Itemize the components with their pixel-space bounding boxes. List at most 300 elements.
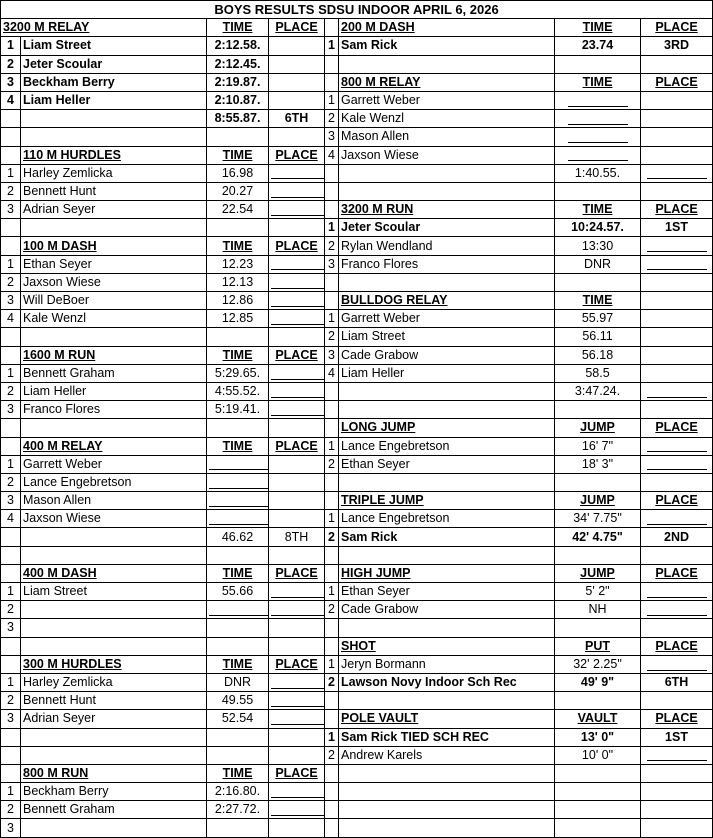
athlete-name: Sam Rick	[339, 37, 555, 55]
blank-line	[269, 292, 325, 310]
place-number: 1	[325, 583, 339, 601]
athlete-name	[339, 819, 555, 837]
result-value: 4:55.52.	[207, 382, 269, 400]
athlete-name: Cade Grabow	[339, 601, 555, 619]
sheet-row	[1, 164, 713, 182]
athlete-name	[339, 801, 555, 819]
blank-underline	[271, 204, 325, 216]
column-header: TIME	[207, 19, 269, 37]
athlete-name	[339, 546, 555, 564]
blank-underline	[271, 786, 325, 798]
column-header: PLACE	[269, 764, 325, 782]
athlete-name: Jaxson Wiese	[339, 146, 555, 164]
athlete-name	[555, 619, 641, 637]
place-number	[325, 764, 339, 782]
place-number: 1	[325, 310, 339, 328]
place-number: 4	[1, 91, 21, 109]
place-number	[325, 201, 339, 219]
athlete-name: Rylan Wendland	[339, 237, 555, 255]
blank-line	[641, 437, 713, 455]
athlete-name	[21, 637, 207, 655]
place-number	[325, 273, 339, 291]
sheet-row	[1, 801, 713, 819]
result-value: 10' 0"	[555, 746, 641, 764]
athlete-name	[555, 182, 641, 200]
result-value: 49.55	[207, 692, 269, 710]
athlete-name	[269, 510, 325, 528]
event-header: SHOT	[339, 637, 555, 655]
athlete-name	[339, 783, 555, 801]
sheet-row	[1, 510, 713, 528]
place-number	[325, 801, 339, 819]
blank-underline	[271, 186, 325, 198]
athlete-name: Jeter Scoular	[21, 55, 207, 73]
result-value: 58.5	[555, 364, 641, 382]
sheet-row	[1, 783, 713, 801]
sheet-row	[1, 528, 713, 546]
blank-underline	[209, 495, 269, 507]
column-header: JUMP	[555, 419, 641, 437]
place-number	[325, 382, 339, 400]
result-value: 13' 0"	[555, 728, 641, 746]
blank-line	[269, 273, 325, 291]
result-value: 2:12.58.	[207, 37, 269, 55]
athlete-name	[339, 619, 555, 637]
athlete-name: Garrett Weber	[21, 455, 207, 473]
column-header: TIME	[555, 292, 641, 310]
blank-underline	[647, 604, 707, 616]
blank-line	[641, 382, 713, 400]
column-header: TIME	[207, 764, 269, 782]
blank-line	[269, 801, 325, 819]
blank-underline	[209, 513, 269, 525]
result-value: 32' 2.25"	[555, 655, 641, 673]
athlete-name	[269, 637, 325, 655]
place-number	[1, 637, 21, 655]
column-header: JUMP	[555, 564, 641, 582]
result-value: 2:12.45.	[207, 55, 269, 73]
place-number: 3	[325, 255, 339, 273]
blank-underline	[271, 695, 325, 707]
athlete-name: Jaxson Wiese	[21, 510, 207, 528]
blank-line	[207, 492, 269, 510]
place-number: 2	[325, 110, 339, 128]
place-number: 1	[1, 455, 21, 473]
athlete-name: Adrian Seyer	[21, 201, 207, 219]
athlete-name	[339, 55, 555, 73]
place-number	[325, 546, 339, 564]
athlete-name	[641, 619, 713, 637]
blank-line	[269, 710, 325, 728]
athlete-name: Liam Street	[21, 583, 207, 601]
athlete-name	[21, 746, 207, 764]
blank-line	[641, 255, 713, 273]
sheet-row	[1, 546, 713, 564]
sheet-row	[1, 673, 713, 691]
athlete-name	[555, 55, 641, 73]
event-header: 100 M DASH	[21, 237, 207, 255]
blank-underline	[647, 659, 707, 671]
blank-underline	[271, 586, 325, 598]
place-number: 2	[325, 237, 339, 255]
result-value: 23.74	[555, 37, 641, 55]
blank-line	[641, 746, 713, 764]
result-value: 6TH	[641, 673, 713, 691]
blank-line	[207, 455, 269, 473]
athlete-name	[339, 473, 555, 491]
blank-line	[269, 401, 325, 419]
sheet-row	[1, 73, 713, 91]
sheet-row	[1, 419, 713, 437]
athlete-name: Ethan Seyer	[339, 583, 555, 601]
place-number: 1	[1, 364, 21, 382]
athlete-name	[269, 746, 325, 764]
place-number: 3	[1, 619, 21, 637]
athlete-name: Jeter Scoular	[339, 219, 555, 237]
athlete-name	[555, 764, 641, 782]
blank-underline	[568, 131, 628, 143]
column-header: PLACE	[269, 237, 325, 255]
place-number: 2	[325, 528, 339, 546]
athlete-name	[21, 619, 207, 637]
sheet-row	[1, 128, 713, 146]
athlete-name	[641, 801, 713, 819]
place-number: 2	[325, 673, 339, 691]
result-value: 10:24.57.	[555, 219, 641, 237]
athlete-name: Franco Flores	[21, 401, 207, 419]
athlete-name	[641, 473, 713, 491]
place-number: 3	[1, 292, 21, 310]
athlete-name	[339, 692, 555, 710]
place-number: 1	[325, 37, 339, 55]
result-value: 2:16.80.	[207, 783, 269, 801]
athlete-name: Beckham Berry	[21, 783, 207, 801]
athlete-name: Jaxson Wiese	[21, 273, 207, 291]
event-header: 400 M DASH	[21, 564, 207, 582]
result-value: 5:19.41.	[207, 401, 269, 419]
place-number: 2	[1, 473, 21, 491]
place-number	[1, 237, 21, 255]
sheet-row	[1, 237, 713, 255]
result-value: 49' 9"	[555, 673, 641, 691]
blank-line	[269, 201, 325, 219]
place-number	[325, 710, 339, 728]
column-header: TIME	[207, 237, 269, 255]
place-number: 1	[1, 37, 21, 55]
result-value: 55.66	[207, 583, 269, 601]
athlete-name: Harley Zemlicka	[21, 164, 207, 182]
blank-line	[641, 455, 713, 473]
result-value: 1ST	[641, 728, 713, 746]
athlete-name	[21, 601, 207, 619]
place-number	[325, 164, 339, 182]
athlete-name: Harley Zemlicka	[21, 673, 207, 691]
blank-line	[269, 583, 325, 601]
column-header: TIME	[207, 146, 269, 164]
place-number	[325, 692, 339, 710]
place-number	[1, 728, 21, 746]
athlete-name	[21, 128, 207, 146]
place-number: 1	[1, 255, 21, 273]
athlete-name: Garrett Weber	[339, 310, 555, 328]
blank-line	[641, 583, 713, 601]
place-number: 1	[325, 728, 339, 746]
column-header: PLACE	[269, 564, 325, 582]
athlete-name	[339, 164, 555, 182]
athlete-name	[21, 546, 207, 564]
athlete-name	[269, 37, 325, 55]
result-value: 13:30	[555, 237, 641, 255]
athlete-name	[207, 728, 269, 746]
sheet-row	[1, 746, 713, 764]
athlete-name	[269, 328, 325, 346]
athlete-name	[269, 219, 325, 237]
athlete-name	[269, 91, 325, 109]
blank-underline	[647, 258, 707, 270]
blank-line	[269, 601, 325, 619]
result-value: 52.54	[207, 710, 269, 728]
athlete-name	[555, 473, 641, 491]
result-value: 3:47.24.	[555, 382, 641, 400]
athlete-name: Mason Allen	[339, 128, 555, 146]
athlete-name	[21, 819, 207, 837]
sheet-row	[1, 146, 713, 164]
result-value: 2:27.72.	[207, 801, 269, 819]
blank-line	[641, 655, 713, 673]
column-header: TIME	[555, 19, 641, 37]
athlete-name: Lance Engebretson	[21, 473, 207, 491]
result-value: 6TH	[269, 110, 325, 128]
place-number	[1, 546, 21, 564]
athlete-name	[339, 273, 555, 291]
athlete-name: Franco Flores	[339, 255, 555, 273]
result-value: 12.13	[207, 273, 269, 291]
column-header: PLACE	[641, 201, 713, 219]
place-number: 3	[1, 710, 21, 728]
athlete-name: Liam Heller	[21, 382, 207, 400]
place-number	[1, 328, 21, 346]
column-header: PLACE	[641, 637, 713, 655]
athlete-name	[641, 819, 713, 837]
blank-underline	[271, 804, 325, 816]
athlete-name	[269, 419, 325, 437]
athlete-name	[21, 219, 207, 237]
blank-underline	[568, 149, 628, 161]
athlete-name	[21, 728, 207, 746]
place-number: 3	[1, 201, 21, 219]
athlete-name	[641, 182, 713, 200]
place-number: 3	[325, 346, 339, 364]
athlete-name: Beckham Berry	[21, 73, 207, 91]
blank-underline	[647, 240, 707, 252]
result-value: DNR	[207, 673, 269, 691]
place-number: 2	[325, 455, 339, 473]
athlete-name	[555, 801, 641, 819]
sheet-row	[1, 91, 713, 109]
blank-underline	[647, 586, 707, 598]
result-value: DNR	[555, 255, 641, 273]
result-value: 12.86	[207, 292, 269, 310]
result-value: 46.62	[207, 528, 269, 546]
place-number: 2	[325, 746, 339, 764]
event-header: 800 M RELAY	[339, 73, 555, 91]
athlete-name	[269, 473, 325, 491]
sheet-row	[1, 182, 713, 200]
sheet-row	[1, 255, 713, 273]
event-header: HIGH JUMP	[339, 564, 555, 582]
athlete-name: Bennett Hunt	[21, 692, 207, 710]
sheet-row	[1, 619, 713, 637]
athlete-name	[641, 328, 713, 346]
place-number: 3	[1, 819, 21, 837]
place-number	[1, 128, 21, 146]
place-number	[1, 746, 21, 764]
result-value: 16' 7"	[555, 437, 641, 455]
athlete-name: Liam Heller	[339, 364, 555, 382]
place-number: 1	[325, 655, 339, 673]
place-number	[325, 182, 339, 200]
place-number: 1	[325, 437, 339, 455]
place-number: 1	[1, 164, 21, 182]
athlete-name	[269, 728, 325, 746]
column-header: TIME	[555, 201, 641, 219]
sheet-row	[1, 492, 713, 510]
blank-underline	[209, 477, 269, 489]
blank-underline	[271, 167, 325, 179]
athlete-name	[641, 346, 713, 364]
result-value: 2:19.87.	[207, 73, 269, 91]
place-number	[325, 473, 339, 491]
place-number	[1, 764, 21, 782]
result-value: 56.18	[555, 346, 641, 364]
athlete-name	[339, 401, 555, 419]
result-value: 1:40.55.	[555, 164, 641, 182]
blank-line	[269, 673, 325, 691]
result-value: 8:55.87.	[207, 110, 269, 128]
blank-line	[641, 601, 713, 619]
athlete-name	[339, 764, 555, 782]
athlete-name: Lance Engebretson	[339, 437, 555, 455]
column-header: PLACE	[269, 437, 325, 455]
result-value: 8TH	[269, 528, 325, 546]
blank-underline	[271, 604, 325, 616]
result-value: 3RD	[641, 37, 713, 55]
blank-line	[207, 510, 269, 528]
place-number	[1, 146, 21, 164]
blank-underline	[271, 368, 325, 380]
athlete-name	[21, 110, 207, 128]
athlete-name	[555, 819, 641, 837]
blank-line	[269, 692, 325, 710]
sheet-row	[1, 328, 713, 346]
athlete-name	[641, 110, 713, 128]
athlete-name: Ethan Seyer	[339, 455, 555, 473]
athlete-name	[269, 73, 325, 91]
athlete-name	[555, 783, 641, 801]
athlete-name	[207, 819, 269, 837]
blank-line	[555, 128, 641, 146]
place-number: 2	[325, 328, 339, 346]
result-value: 16.98	[207, 164, 269, 182]
results-body	[1, 1, 713, 838]
athlete-name: Lance Engebretson	[339, 510, 555, 528]
athlete-name	[269, 619, 325, 637]
athlete-name	[21, 528, 207, 546]
athlete-name	[207, 328, 269, 346]
result-value: 12.85	[207, 310, 269, 328]
place-number	[325, 492, 339, 510]
place-number: 1	[325, 91, 339, 109]
place-number: 2	[1, 382, 21, 400]
sheet-row	[1, 364, 713, 382]
sheet-row	[1, 692, 713, 710]
athlete-name	[641, 783, 713, 801]
blank-underline	[647, 749, 707, 761]
blank-underline	[647, 167, 707, 179]
event-header: 800 M RUN	[21, 764, 207, 782]
sheet-row	[1, 292, 713, 310]
athlete-name: Sam Rick	[339, 528, 555, 546]
result-value: 5:29.65.	[207, 364, 269, 382]
column-header: VAULT	[555, 710, 641, 728]
sheet-row	[1, 201, 713, 219]
sheet-row	[1, 382, 713, 400]
column-header: PLACE	[269, 655, 325, 673]
column-header: JUMP	[555, 492, 641, 510]
place-number	[1, 655, 21, 673]
column-header: PLACE	[269, 346, 325, 364]
event-header: BULLDOG RELAY	[339, 292, 555, 310]
place-number	[1, 564, 21, 582]
sheet-row	[1, 655, 713, 673]
sheet-row	[1, 564, 713, 582]
sheet-row	[1, 601, 713, 619]
place-number	[1, 110, 21, 128]
blank-underline	[647, 440, 707, 452]
column-header: PLACE	[641, 73, 713, 91]
athlete-name: Kale Wenzl	[21, 310, 207, 328]
athlete-name	[641, 692, 713, 710]
place-number	[325, 564, 339, 582]
sheet-row	[1, 55, 713, 73]
athlete-name: Mason Allen	[21, 492, 207, 510]
sheet-title: BOYS RESULTS SDSU INDOOR APRIL 6, 2026	[1, 1, 713, 19]
sheet-row	[1, 219, 713, 237]
result-value: NH	[555, 601, 641, 619]
result-value: 55.97	[555, 310, 641, 328]
event-header: POLE VAULT	[339, 710, 555, 728]
sheet-row	[1, 110, 713, 128]
athlete-name: Andrew Karels	[339, 746, 555, 764]
athlete-name	[269, 128, 325, 146]
place-number: 1	[1, 673, 21, 691]
place-number	[1, 419, 21, 437]
blank-underline	[209, 604, 269, 616]
athlete-name: Liam Street	[339, 328, 555, 346]
sheet-row	[1, 637, 713, 655]
blank-underline	[271, 713, 325, 725]
place-number	[325, 19, 339, 37]
column-header: PLACE	[641, 419, 713, 437]
athlete-name	[641, 292, 713, 310]
place-number: 4	[325, 364, 339, 382]
athlete-name: Cade Grabow	[339, 346, 555, 364]
blank-line	[641, 164, 713, 182]
result-value: 5' 2"	[555, 583, 641, 601]
blank-underline	[271, 295, 325, 307]
place-number	[325, 419, 339, 437]
place-number: 2	[1, 801, 21, 819]
